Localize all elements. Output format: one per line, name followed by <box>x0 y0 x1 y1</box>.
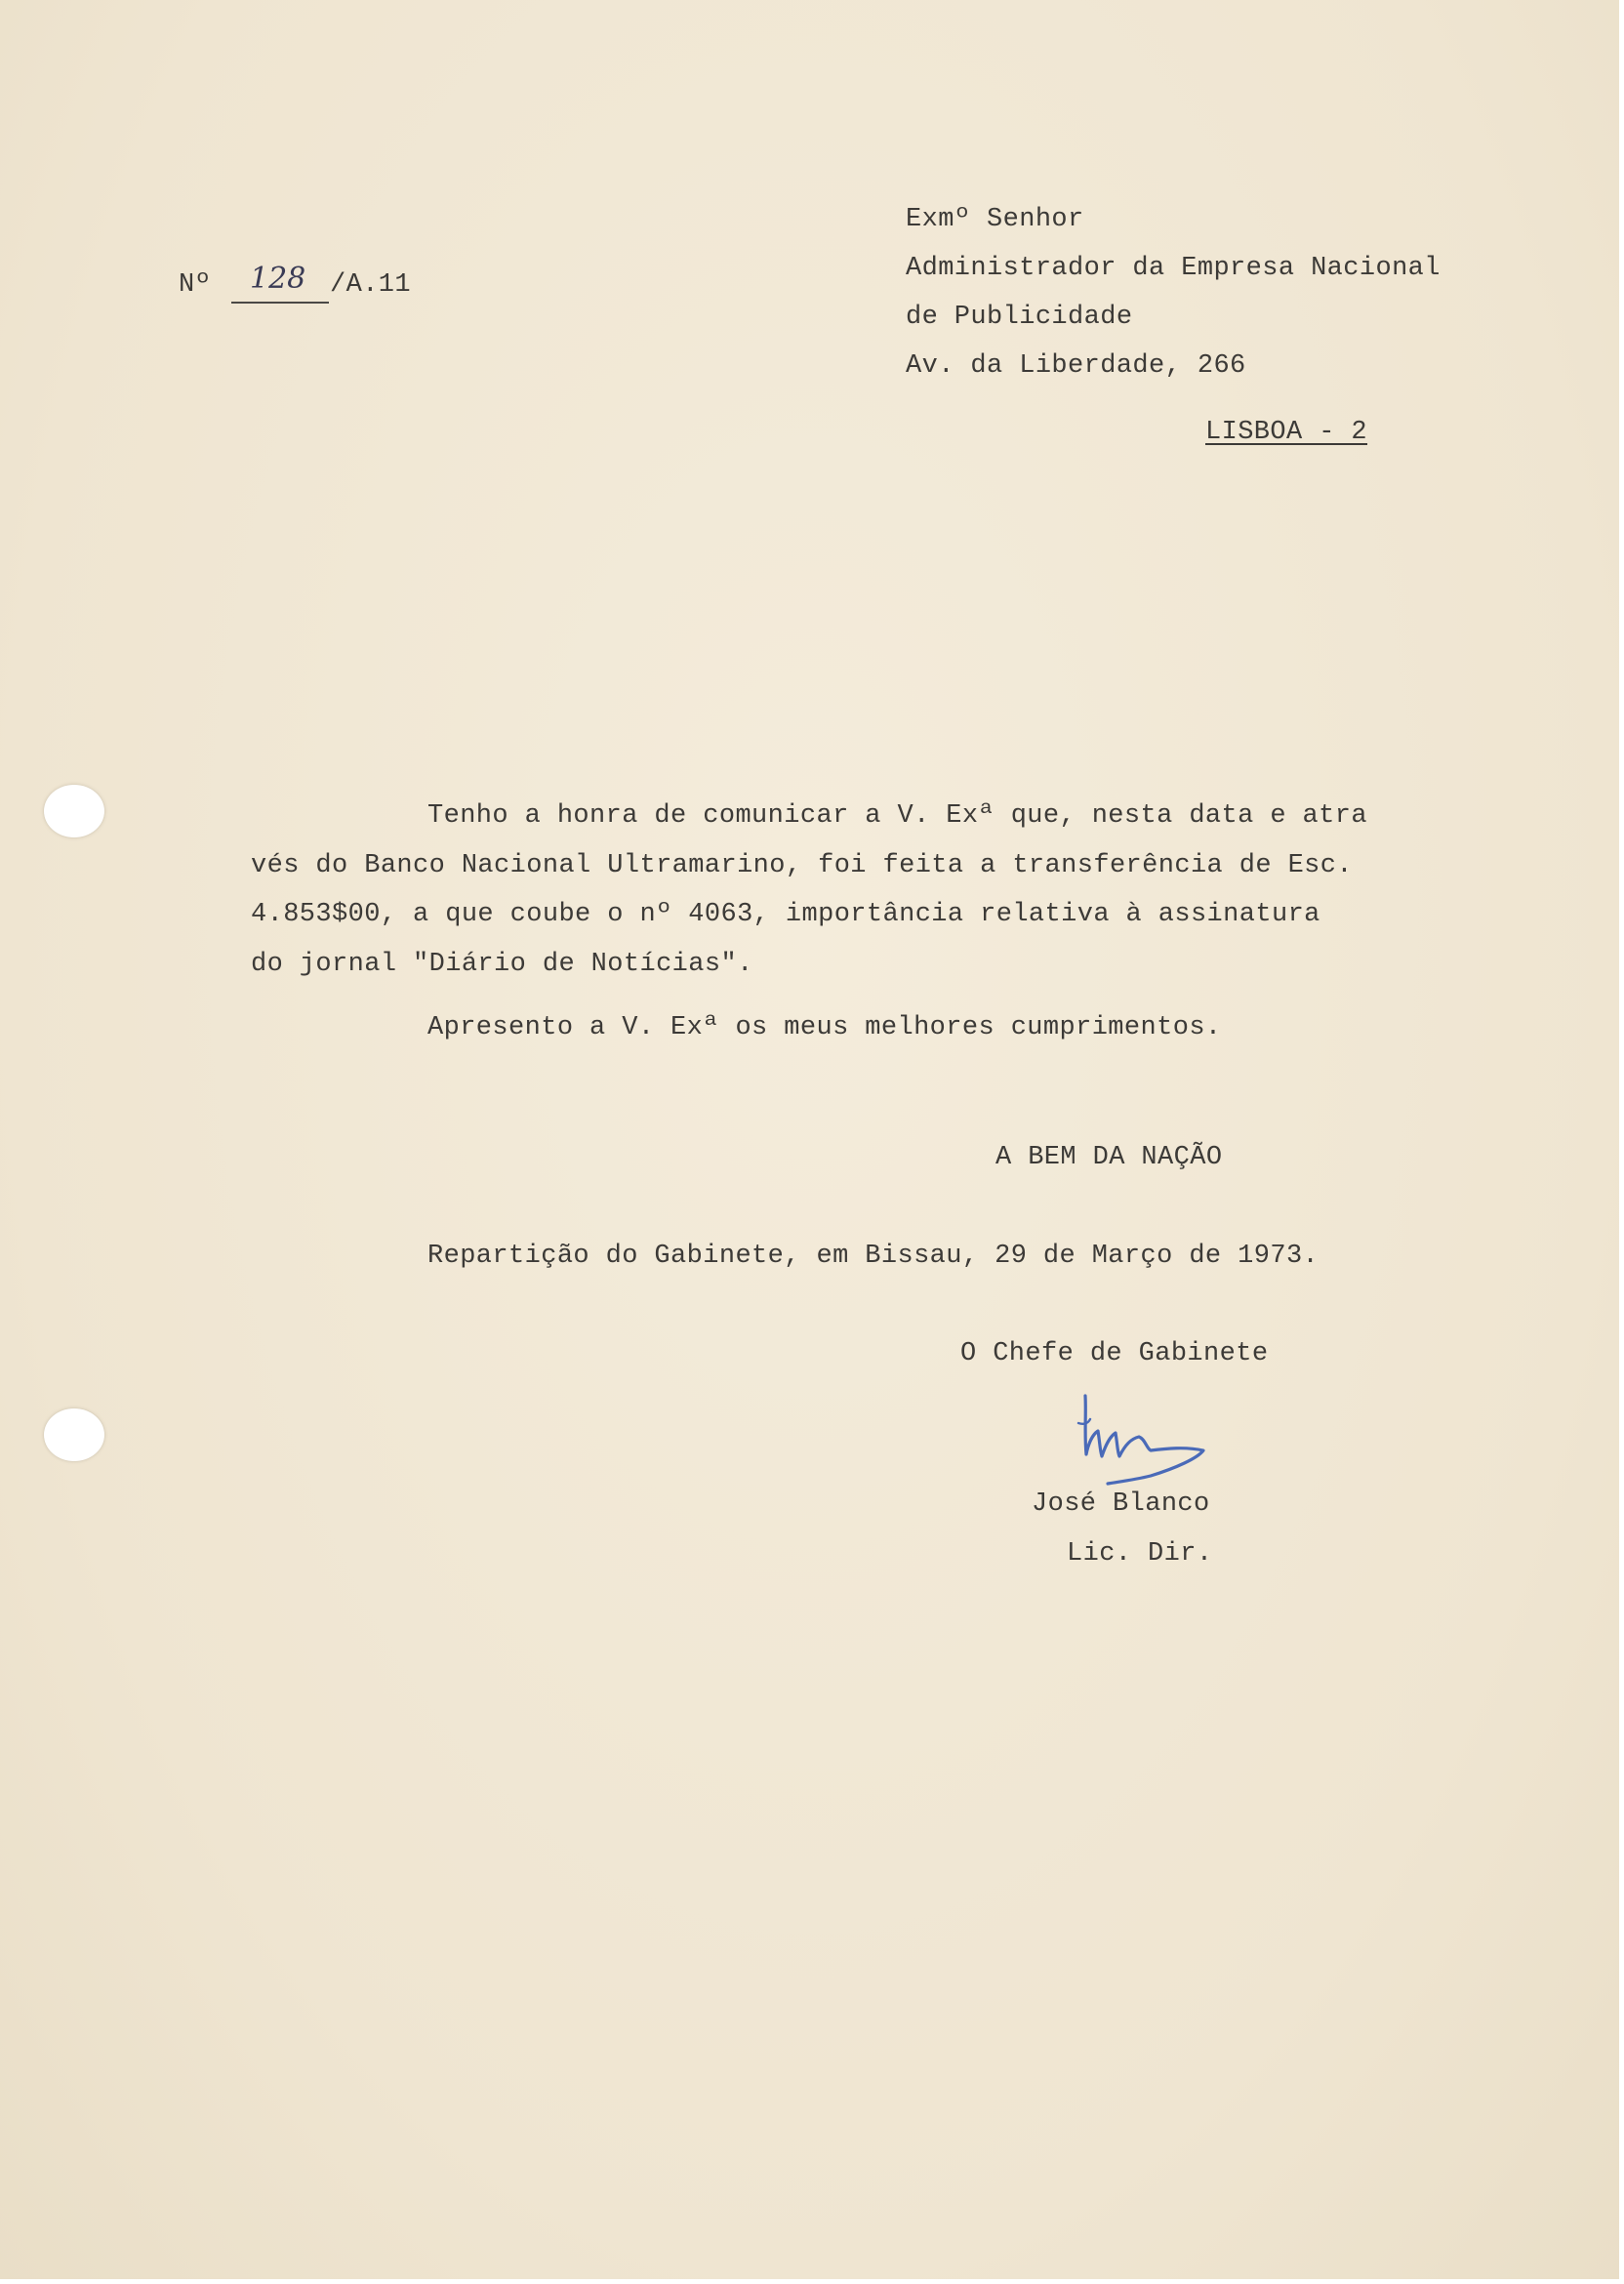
signatory-degree: Lic. Dir. <box>1067 1539 1213 1569</box>
body-line1: Tenho a honra de comunicar a V. Exª que, nesta data e atra <box>427 801 1367 831</box>
addressee-salutation: Exmº Senhor <box>906 205 1084 234</box>
scan-edge-right <box>1619 0 1624 2284</box>
signature-mark <box>1030 1384 1225 1501</box>
reference-suffix: /A.11 <box>330 270 412 300</box>
addressee-line1: Administrador da Empresa Nacional <box>906 254 1441 283</box>
motto: A BEM DA NAÇÃO <box>995 1143 1223 1172</box>
body-line4: do jornal "Diário de Notícias". <box>251 950 753 979</box>
punch-hole-bottom <box>44 1408 104 1461</box>
addressee-line3: Av. da Liberdade, 266 <box>906 351 1246 381</box>
punch-hole-top <box>44 785 104 837</box>
reference-prefix: Nº <box>179 270 212 300</box>
body-line3: 4.853$00, a que coube o nº 4063, importância relativa à assinatura <box>251 900 1320 929</box>
body-line2: vés do Banco Nacional Ultramarino, foi feita a transferência de Esc. <box>251 851 1353 880</box>
scan-edge-bottom <box>0 2279 1624 2284</box>
addressee-line2: de Publicidade <box>906 303 1133 332</box>
addressee-city: LISBOA - 2 <box>1205 418 1368 447</box>
reference-number-rule <box>231 302 329 304</box>
signatory-title: O Chefe de Gabinete <box>960 1339 1269 1368</box>
place-date: Repartição do Gabinete, em Bissau, 29 de Março de 1973. <box>427 1242 1320 1271</box>
reference-number: 128 <box>250 262 306 296</box>
body-closing: Apresento a V. Exª os meus melhores cumprimentos. <box>427 1013 1222 1042</box>
signatory-name: José Blanco <box>1032 1489 1210 1519</box>
